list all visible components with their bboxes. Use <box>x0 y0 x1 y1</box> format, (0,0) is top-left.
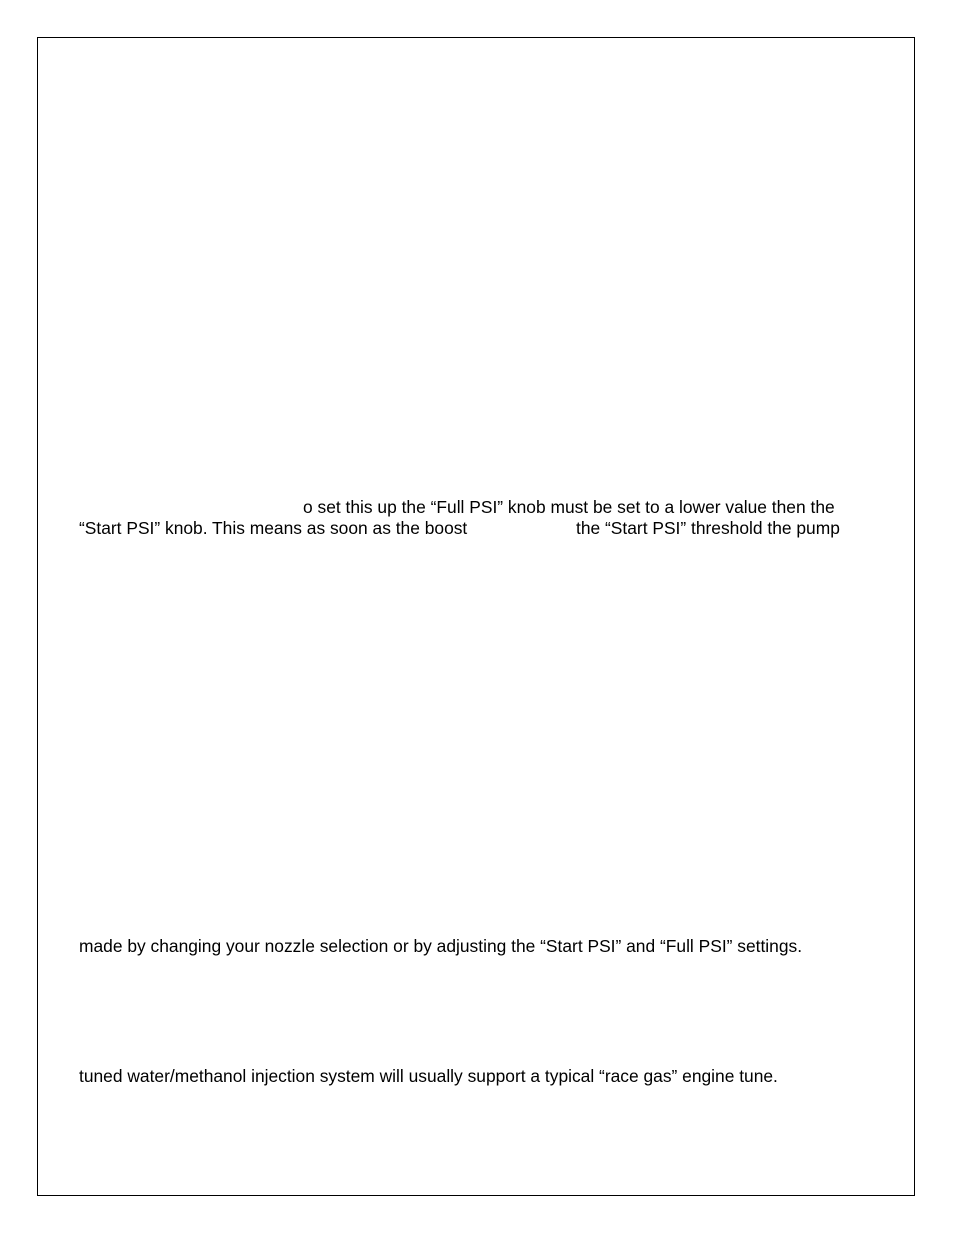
paragraph-3-line-1: tuned water/methanol injection system will usually support a typical “race gas” engine tune. <box>79 1066 778 1086</box>
page-border <box>37 37 915 1196</box>
paragraph-1-line-2-end: the “Start PSI” threshold the pump <box>576 518 840 538</box>
paragraph-1-line-2-start: “Start PSI” knob. This means as soon as the boost <box>79 518 468 538</box>
paragraph-1-line-1: o set this up the “Full PSI” knob must be set to a lower value then the <box>303 497 835 517</box>
paragraph-2-line-1: made by changing your nozzle selection or by adjusting the “Start PSI” and “Full PSI” settings. <box>79 936 803 956</box>
